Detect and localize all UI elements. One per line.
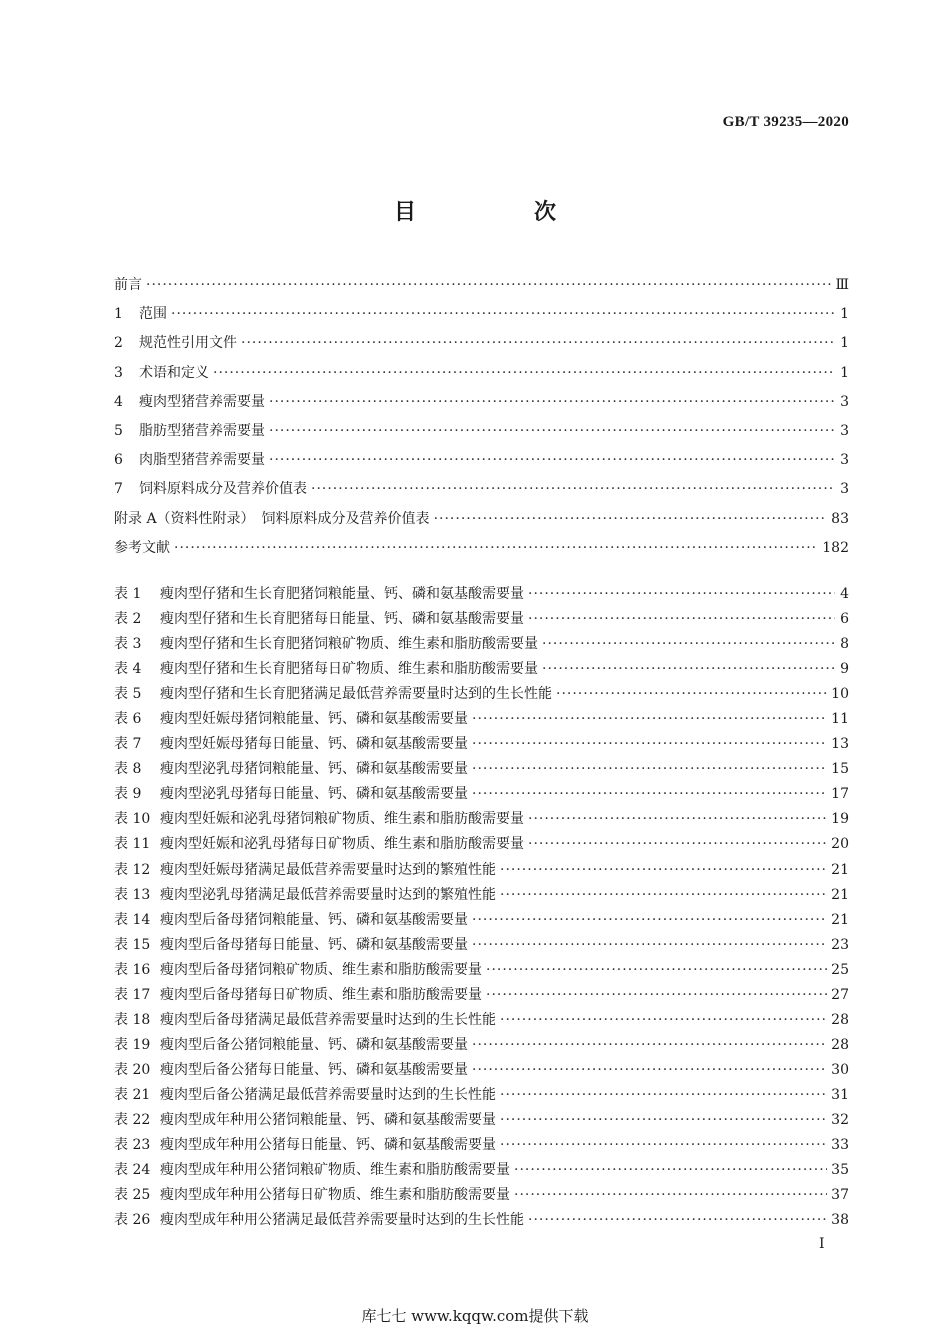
toc-table-entry[interactable] [114, 732, 849, 757]
toc-entry-title [114, 682, 552, 707]
toc-entry-title [114, 359, 209, 388]
toc-entry-page: 15 [831, 761, 849, 778]
toc-entry-number: 表 15 [114, 936, 151, 953]
toc-entry-page: 9 [840, 661, 849, 678]
toc-table-entry[interactable] [114, 1033, 849, 1058]
toc-entry-page: 30 [831, 1061, 849, 1078]
toc-entry-title [114, 1008, 496, 1033]
toc-entry-title [114, 1058, 468, 1083]
toc-entry-page: 1 [840, 306, 849, 323]
standard-code: GB/T 39235—2020 [722, 114, 849, 130]
toc-table-entry[interactable] [114, 657, 849, 682]
toc-entry-title [114, 632, 538, 657]
dot-leader [528, 582, 835, 607]
toc-table-entry[interactable] [114, 983, 849, 1008]
toc-entry-page: 21 [831, 886, 849, 903]
toc-entry-label: 瘦肉型仔猪和生长育肥猪饲粮矿物质、维生素和脂肪酸需要量 [160, 636, 538, 653]
toc-entry-label: 瘦肉型后备公猪每日能量、钙、磷和氨基酸需要量 [160, 1061, 468, 1078]
toc-entry-page: 33 [831, 1137, 849, 1154]
dot-leader [514, 1158, 827, 1183]
toc-entry-number: 1 [114, 306, 123, 323]
toc-entry-number: 表 1 [114, 586, 142, 602]
toc-entry-page: 3 [840, 393, 849, 410]
toc-entry-title [114, 908, 468, 933]
toc-entry-title [114, 475, 307, 504]
toc-entry-number: 表 6 [114, 711, 142, 728]
toc-entry-title [114, 505, 430, 534]
toc-entry-label: 瘦肉型妊娠母猪满足最低营养需要量时达到的繁殖性能 [160, 861, 496, 878]
toc-entry-title [114, 933, 468, 958]
toc-entry-label: 参考文献 [114, 539, 170, 556]
toc-entry-label: 瘦肉型猪营养需要量 [139, 393, 265, 410]
dot-leader [146, 271, 831, 300]
toc-entry[interactable] [114, 388, 849, 417]
toc-entry-title [114, 883, 496, 908]
toc-entry-number: 表 13 [114, 886, 151, 903]
dot-leader [241, 329, 835, 358]
toc-entry-title [114, 782, 468, 807]
toc-entry-number: 表 12 [114, 861, 151, 878]
toc-entry-number: 4 [114, 393, 123, 410]
toc-entry-number: 表 8 [114, 761, 142, 778]
toc-entry-page: 4 [840, 586, 849, 602]
toc-entry-number: 5 [114, 422, 123, 439]
toc-entry-page: 19 [831, 811, 849, 828]
toc-entry-label: 瘦肉型妊娠和泌乳母猪每日矿物质、维生素和脂肪酸需要量 [160, 836, 524, 853]
toc-table-entry[interactable] [114, 1158, 849, 1183]
toc-entry-label: 瘦肉型仔猪和生长育肥猪饲粮能量、钙、磷和氨基酸需要量 [160, 586, 524, 602]
toc-entry-page: 17 [831, 786, 849, 803]
toc-entry-number: 表 20 [114, 1061, 151, 1078]
toc-entry-page: 37 [831, 1187, 849, 1204]
toc-entry-label: 瘦肉型成年种用公猪饲粮能量、钙、磷和氨基酸需要量 [160, 1111, 496, 1128]
toc-entry-title [114, 657, 538, 682]
toc-entry-label: 瘦肉型妊娠和泌乳母猪饲粮矿物质、维生素和脂肪酸需要量 [160, 811, 524, 828]
dot-leader [514, 1183, 827, 1208]
toc-entry-label: 瘦肉型成年种用公猪满足最低营养需要量时达到的生长性能 [160, 1212, 524, 1229]
toc-entry-page: 20 [831, 836, 849, 853]
dot-leader [542, 657, 835, 682]
toc-entry-number: 表 21 [114, 1086, 151, 1103]
toc-entry-title [114, 582, 524, 607]
toc-entry-number: 表 5 [114, 686, 142, 703]
toc-table-entry[interactable] [114, 1108, 849, 1133]
toc-entry-page: 35 [831, 1162, 849, 1179]
toc-entry-title [114, 446, 265, 475]
dot-leader [174, 534, 818, 563]
footer-source: 库七七 www.kqqw.com提供下载 [361, 1307, 589, 1325]
dot-leader [542, 632, 835, 657]
dot-leader [472, 782, 827, 807]
toc-entry-label: 瘦肉型成年种用公猪每日能量、钙、磷和氨基酸需要量 [160, 1137, 496, 1154]
toc-entry[interactable] [114, 329, 849, 358]
toc-entry-title [114, 757, 468, 782]
toc-entry-page: 6 [840, 611, 849, 628]
toc-table-entry[interactable] [114, 807, 849, 832]
toc-entry-number: 表 3 [114, 636, 142, 653]
toc-entry-label: 瘦肉型泌乳母猪满足最低营养需要量时达到的繁殖性能 [160, 886, 496, 903]
toc-entry-title [114, 983, 482, 1008]
toc-entry-title [114, 388, 265, 417]
toc-entry-title [114, 958, 482, 983]
toc-entry-page: 1 [840, 364, 849, 381]
toc-entry-page: 25 [831, 961, 849, 978]
toc-entry-page: 21 [831, 911, 849, 928]
toc-entry-number: 6 [114, 452, 123, 469]
toc-entry-number: 表 14 [114, 911, 151, 928]
toc-entry-label: 瘦肉型仔猪和生长育肥猪每日矿物质、维生素和脂肪酸需要量 [160, 661, 538, 678]
toc-table-entry[interactable] [114, 1008, 849, 1033]
toc-table-entry[interactable] [114, 908, 849, 933]
dot-leader [472, 1033, 827, 1058]
dot-leader [500, 1008, 827, 1033]
dot-leader [269, 388, 835, 417]
toc-table-entry[interactable] [114, 958, 849, 983]
toc-entry-number: 表 23 [114, 1137, 151, 1154]
toc-entry-title [114, 271, 142, 300]
toc-tables-list [114, 582, 849, 1233]
toc-entry-label: 瘦肉型仔猪和生长育肥猪满足最低营养需要量时达到的生长性能 [160, 686, 552, 703]
toc-entry-title [114, 1183, 510, 1208]
toc-entry[interactable] [114, 359, 849, 388]
toc-entry-label: 前言 [114, 277, 142, 293]
toc-entry-number: 表 10 [114, 811, 151, 828]
toc-entry-page: 3 [840, 422, 849, 439]
toc-entry[interactable] [114, 300, 849, 329]
toc-entry-label: 瘦肉型后备母猪满足最低营养需要量时达到的生长性能 [160, 1011, 496, 1028]
toc-entry-page: 10 [831, 686, 849, 703]
dot-leader [434, 505, 828, 534]
toc-table-entry[interactable] [114, 883, 849, 908]
toc-entry-page: 28 [831, 1011, 849, 1028]
page-folio: Ⅰ [819, 1236, 825, 1252]
toc-table-entry[interactable] [114, 858, 849, 883]
toc-entry-title [114, 607, 524, 632]
toc-entry-page: 38 [831, 1212, 849, 1229]
toc-table-entry[interactable] [114, 707, 849, 732]
toc-entry-label: 附录 A（资料性附录） 饲料原料成分及营养价值表 [114, 510, 430, 527]
toc-entry-page: 83 [831, 510, 849, 527]
toc-entry-number: 3 [114, 364, 123, 381]
toc-table-entry[interactable] [114, 757, 849, 782]
toc-table-entry[interactable] [114, 1208, 849, 1233]
toc-entry-number: 表 2 [114, 611, 142, 628]
toc-table-entry[interactable] [114, 1083, 849, 1108]
dot-leader [213, 359, 835, 388]
dot-leader [472, 1058, 827, 1083]
toc-table-entry[interactable] [114, 1183, 849, 1208]
toc-entry[interactable] [114, 446, 849, 475]
toc-entry-title [114, 1033, 468, 1058]
toc-entry-title [114, 1158, 510, 1183]
toc-table-entry[interactable] [114, 582, 849, 607]
dot-leader [486, 983, 827, 1008]
toc-entry-label: 肉脂型猪营养需要量 [139, 452, 265, 469]
dot-leader [500, 883, 827, 908]
toc-table-entry[interactable] [114, 1058, 849, 1083]
toc-entry-page: Ⅲ [835, 277, 849, 293]
toc-entry-title [114, 300, 167, 329]
dot-leader [500, 858, 827, 883]
toc-entry-label: 规范性引用文件 [139, 335, 237, 352]
toc-entry-title [114, 832, 524, 857]
toc-entry-label: 瘦肉型成年种用公猪饲粮矿物质、维生素和脂肪酸需要量 [160, 1162, 510, 1179]
dot-leader [500, 1133, 827, 1158]
toc-entry-page: 23 [831, 936, 849, 953]
toc-entry[interactable] [114, 417, 849, 446]
toc-entry-number: 表 25 [114, 1187, 151, 1204]
toc-entry-label: 瘦肉型妊娠母猪饲粮能量、钙、磷和氨基酸需要量 [160, 711, 468, 728]
toc-entry-label: 瘦肉型后备母猪每日能量、钙、磷和氨基酸需要量 [160, 936, 468, 953]
dot-leader [528, 832, 827, 857]
dot-leader [269, 446, 835, 475]
toc-entry-page: 3 [840, 481, 849, 498]
toc-entry[interactable] [114, 534, 849, 563]
toc-entry-page: 3 [840, 452, 849, 469]
toc-entry-label: 瘦肉型后备母猪饲粮能量、钙、磷和氨基酸需要量 [160, 911, 468, 928]
toc-entry-title [114, 1083, 496, 1108]
toc-entry-label: 瘦肉型后备公猪饲粮能量、钙、磷和氨基酸需要量 [160, 1036, 468, 1053]
toc-entry-label: 瘦肉型仔猪和生长育肥猪每日能量、钙、磷和氨基酸需要量 [160, 611, 524, 628]
toc-entry-label: 脂肪型猪营养需要量 [139, 422, 265, 439]
page-title: 目 次 [393, 199, 604, 225]
dot-leader [500, 1108, 827, 1133]
toc-entry-title [114, 534, 170, 563]
toc-entry-page: 1 [840, 335, 849, 352]
toc-entry-page: 8 [840, 636, 849, 653]
toc-entry-title [114, 732, 468, 757]
toc-entry-page: 21 [831, 861, 849, 878]
toc-entry-number: 表 16 [114, 961, 151, 978]
toc-entry-number: 表 9 [114, 786, 142, 803]
toc-entry-label: 饲料原料成分及营养价值表 [139, 481, 307, 498]
toc-entry-title [114, 1208, 524, 1233]
toc-entry-number: 表 7 [114, 736, 142, 753]
toc-table-entry[interactable] [114, 682, 849, 707]
toc-entry-page: 13 [831, 736, 849, 753]
toc-table-entry[interactable] [114, 933, 849, 958]
dot-leader [472, 908, 827, 933]
toc-entry-number: 表 24 [114, 1162, 151, 1179]
toc-entry-page: 31 [831, 1086, 849, 1103]
toc-entry-label: 瘦肉型妊娠母猪每日能量、钙、磷和氨基酸需要量 [160, 736, 468, 753]
dot-leader [472, 732, 827, 757]
dot-leader [472, 707, 827, 732]
toc-entry-label: 瘦肉型后备母猪每日矿物质、维生素和脂肪酸需要量 [160, 986, 482, 1003]
toc-entry-page: 27 [831, 986, 849, 1003]
toc-entry-title [114, 1108, 496, 1133]
toc-entry-label: 术语和定义 [139, 364, 209, 381]
toc-entry-number: 表 19 [114, 1036, 151, 1053]
toc-entry-title [114, 1133, 496, 1158]
toc-table-entry[interactable] [114, 632, 849, 657]
dot-leader [528, 1208, 827, 1233]
toc-entry-title [114, 707, 468, 732]
toc-entry-label: 瘦肉型后备母猪饲粮矿物质、维生素和脂肪酸需要量 [160, 961, 482, 978]
toc-entry-label: 瘦肉型后备公猪满足最低营养需要量时达到的生长性能 [160, 1086, 496, 1103]
dot-leader [528, 807, 827, 832]
toc-entry-title [114, 858, 496, 883]
toc-entry-page: 28 [831, 1036, 849, 1053]
dot-leader [269, 417, 835, 446]
toc-entry-number: 表 11 [114, 836, 151, 853]
dot-leader [556, 682, 827, 707]
toc-entry[interactable] [114, 475, 849, 504]
toc-entry-number: 表 17 [114, 986, 151, 1003]
dot-leader [171, 300, 835, 329]
toc-entry-number: 表 22 [114, 1111, 151, 1128]
toc-entry-title [114, 417, 265, 446]
toc-entry-title [114, 807, 524, 832]
dot-leader [472, 757, 827, 782]
toc-entry-label: 瘦肉型泌乳母猪每日能量、钙、磷和氨基酸需要量 [160, 786, 468, 803]
toc-entry-page: 182 [822, 539, 849, 556]
toc-main-list [114, 271, 849, 563]
dot-leader [311, 475, 835, 504]
toc-entry-number: 2 [114, 335, 123, 352]
dot-leader [486, 958, 827, 983]
dot-leader [500, 1083, 827, 1108]
dot-leader [528, 607, 835, 632]
toc-table-entry[interactable] [114, 782, 849, 807]
toc-table-entry[interactable] [114, 1133, 849, 1158]
toc-entry-number: 表 18 [114, 1011, 151, 1028]
toc-entry-label: 范围 [139, 306, 167, 323]
toc-entry-title [114, 329, 237, 358]
dot-leader [472, 933, 827, 958]
toc-entry-page: 32 [831, 1111, 849, 1128]
toc-entry-number: 表 26 [114, 1212, 151, 1229]
toc-entry[interactable] [114, 271, 849, 300]
toc-entry-label: 瘦肉型成年种用公猪每日矿物质、维生素和脂肪酸需要量 [160, 1187, 510, 1204]
toc-entry[interactable] [114, 505, 849, 534]
toc-table-entry[interactable] [114, 832, 849, 857]
toc-entry-label: 瘦肉型泌乳母猪饲粮能量、钙、磷和氨基酸需要量 [160, 761, 468, 778]
toc-table-entry[interactable] [114, 607, 849, 632]
toc-entry-number: 7 [114, 481, 123, 498]
toc-entry-page: 11 [831, 711, 849, 728]
toc-entry-number: 表 4 [114, 661, 142, 678]
